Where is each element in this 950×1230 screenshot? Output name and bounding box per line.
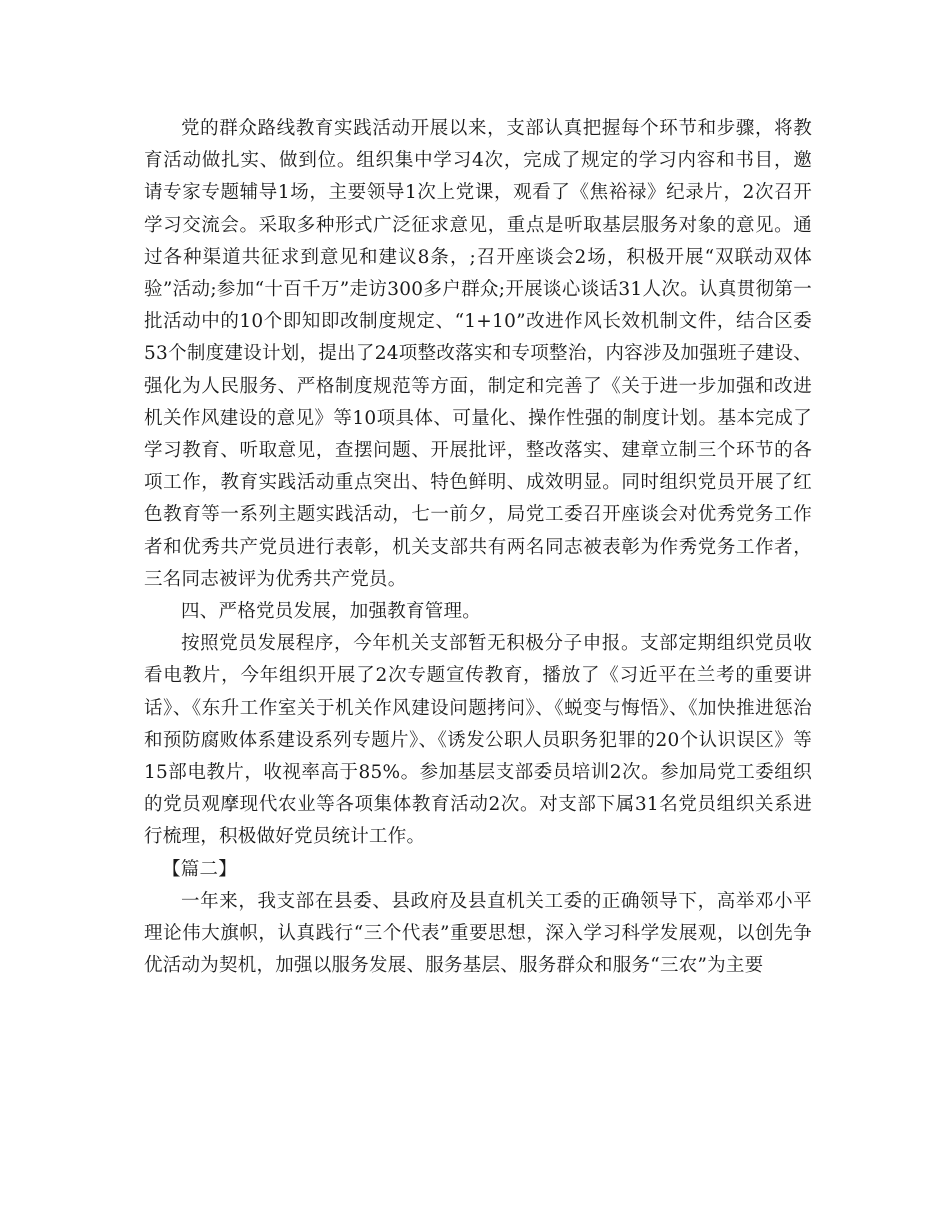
- document-body: [144, 113, 812, 982]
- paragraph-annual-summary: 一年来，我支部在县委、县政府及县直机关工委的正确领导下，高举邓小平理论伟大旗帜，认真践行“三个代表”重要思想，深入学习科学发展观，以创先争优活动为契机，加强以服务发展、服务基层、服务群众和服务“三农”为主要: [144, 890, 812, 977]
- paragraph-party-line-education: 党的群众路线教育实践活动开展以来，支部认真把握每个环节和步骤，将教育活动做扎实、做到位。组织集中学习4次，完成了规定的学习内容和书目，邀请专家专题辅导1场，主要领导1次上党课，观看了《焦裕禄》纪录片，2次召开学习交流会。采取多种形式广泛征求意见，重点是听取基层服务对象的意见。通过各种渠道共征求到意见和建议8条，;召开座谈会2场，积极开展“双联动双体验”活动;参加“十百千万”走访300多户群众;开展谈心谈话31人次。认真贯彻第一批活动中的10个即知即改制度规定、“1+10”改进作风长效机制文件，结合区委53个制度建设计划，提出了24项整改落实和专项整治，内容涉及加强班子建设、强化为人民服务、严格制度规范等方面，制定和完善了《关于进一步加强和改进机关作风建设的意见》等10项具体、可量化、操作性强的制度计划。基本完成了学习教育、听取意见，查摆问题、开展批评，整改落实、建章立制三个环节的各项工作，教育实践活动重点突出、特色鲜明、成效明显。同时组织党员开展了红色教育等一系列主题实践活动，七一前夕，局党工委召开座谈会对优秀党务工作者和优秀共产党员进行表彰，机关支部共有两名同志被表彰为作秀党务工作者，三名同志被评为优秀共产党员。: [144, 118, 812, 590]
- section-heading-party-member-development: 四、严格党员发展，加强教育管理。: [181, 601, 482, 623]
- paragraph-member-development: 按照党员发展程序，今年机关支部暂无积极分子申报。支部定期组织党员收看电教片，今年组织开展了2次专题宣传教育，播放了《习近平在兰考的重要讲话》、《东升工作室关于机关作风建设问题拷问》、《蜕变与悔悟》、《加快推进惩治和预防腐败体系建设系列专题片》、《诱发公职人员职务犯罪的20个认识误区》等15部电教片，收视率高于85%。参加基层支部委员培训2次。参加局党工委组织的党员观摩现代农业等各项集体教育活动2次。对支部下属31名党员组织关系进行梳理，积极做好党员统计工作。: [144, 633, 812, 848]
- section-tag-part-two: 【篇二】: [162, 858, 238, 880]
